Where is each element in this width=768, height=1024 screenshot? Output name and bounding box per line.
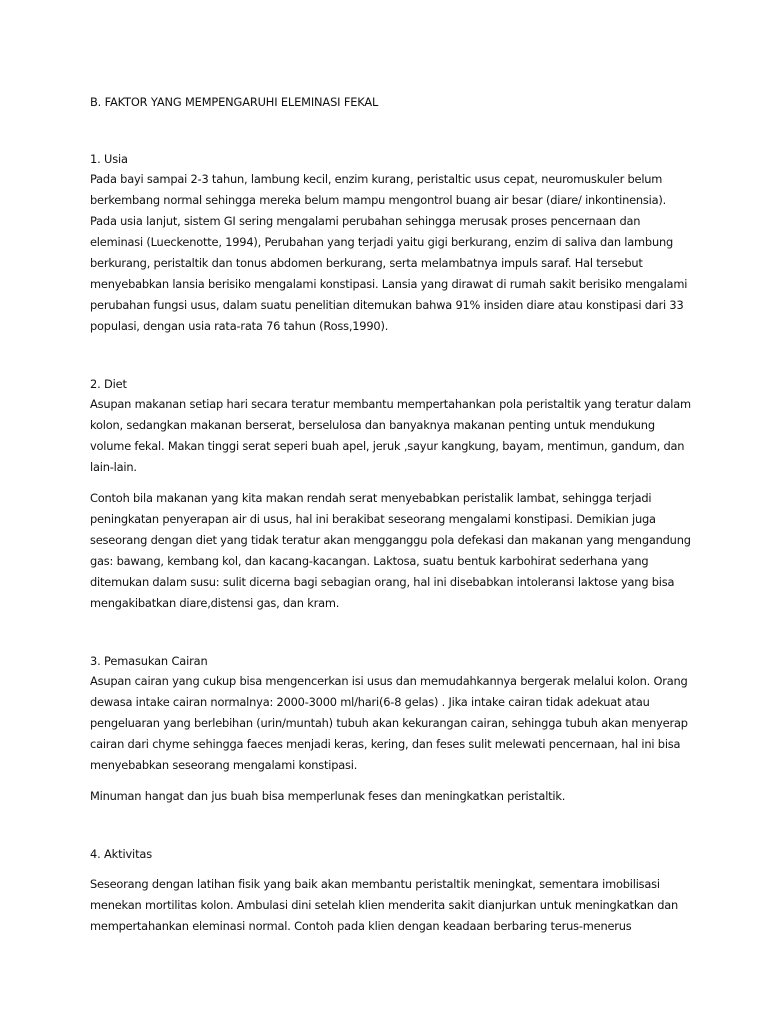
- paragraph: Pada bayi sampai 2-3 tahun, lambung kecil, enzim kurang, peristaltic usus cepat, neuromuskuler belum berkembang normal sehingga mereka belum mampu mengontrol buang air besar (diare/ inkontinensia). Pada usia lanjut, sistem GI sering mengalami perubahan sehingga merusak proses pencernaan dan eleminasi (Lueckenotte, 1994), Perubahan yang terjadi yaitu gigi berkurang, enzim di saliva dan lambung berkurang, peristaltik dan tonus abdomen berkurang, serta melambatnya impuls saraf. Hal tersebut menyebabkan lansia berisiko mengalami konstipasi. Lansia yang dirawat di rumah sakit berisiko mengalami perubahan fungsi usus, dalam suatu penelitian ditemukan bahwa 91% insiden diare atau konstipasi dari 33 populasi, dengan usia rata-rata 76 tahun (Ross,1990).: [90, 172, 688, 333]
- section-diet: [90, 374, 695, 614]
- section-title: 4. Aktivitas: [90, 847, 152, 861]
- document-page: [90, 92, 695, 937]
- paragraph: Seseorang dengan latihan fisik yang baik akan membantu peristaltik meningkat, sementara imobilisasi menekan mortilitas kolon. Ambulasi dini setelah klien menderita sakit dianjurkan untuk meningkatkan dan mempertahankan eleminasi normal. Contoh pada klien dengan keadaan berbaring terus-menerus: [90, 877, 679, 933]
- section-title: 2. Diet: [90, 377, 127, 391]
- paragraph: Contoh bila makanan yang kita makan rendah serat menyebabkan peristalik lambat, sehingga terjadi peningkatan penyerapan air di usus, hal ini berakibat seseorang mengalami konstipasi. Demikian juga seseorang dengan diet yang tidak teratur akan mengganggu pola defekasi dan makanan yang mengandung gas: bawang, kembang kol, dan kacang-kacangan. Laktosa, suatu bentuk karbohirat sederhana yang ditemukan dalam susu: sulit dicerna bagi sebagian orang, hal ini disebabkan intoleransi laktose yang bisa mengakibatkan diare,distensi gas, dan kram.: [90, 491, 691, 610]
- section-pemasukan-cairan: [90, 651, 695, 807]
- paragraph: Asupan makanan setiap hari secara teratur membantu mempertahankan pola peristaltik yang teratur dalam kolon, sedangkan makanan berserat, berselulosa dan banyaknya makanan penting untuk mendukung volume fekal. Makan tinggi serat seperi buah apel, jeruk ,sayur kangkung, bayam, mentimun, gandum, dan lain-lain.: [90, 397, 691, 474]
- section-title: 3. Pemasukan Cairan: [90, 654, 208, 668]
- section-aktivitas: [90, 844, 695, 937]
- section-usia: [90, 149, 695, 337]
- document-heading: B. FAKTOR YANG MEMPENGARUHI ELEMINASI FEKAL: [90, 95, 379, 109]
- paragraph: Asupan cairan yang cukup bisa mengencerkan isi usus dan memudahkannya bergerak melalui kolon. Orang dewasa intake cairan normalnya: 2000-3000 ml/hari(6-8 gelas) . Jika intake cairan tidak adekuat atau pengeluaran yang berlebihan (urin/muntah) tubuh akan kekurangan cairan, sehingga tubuh akan menyerap cairan dari chyme sehingga faeces menjadi keras, kering, dan feses sulit melewati pencernaan, hal ini bisa menyebabkan seseorang mengalami konstipasi.: [90, 674, 688, 772]
- section-title: 1. Usia: [90, 152, 128, 166]
- paragraph: Minuman hangat dan jus buah bisa memperlunak feses dan meningkatkan peristaltik.: [90, 789, 566, 803]
